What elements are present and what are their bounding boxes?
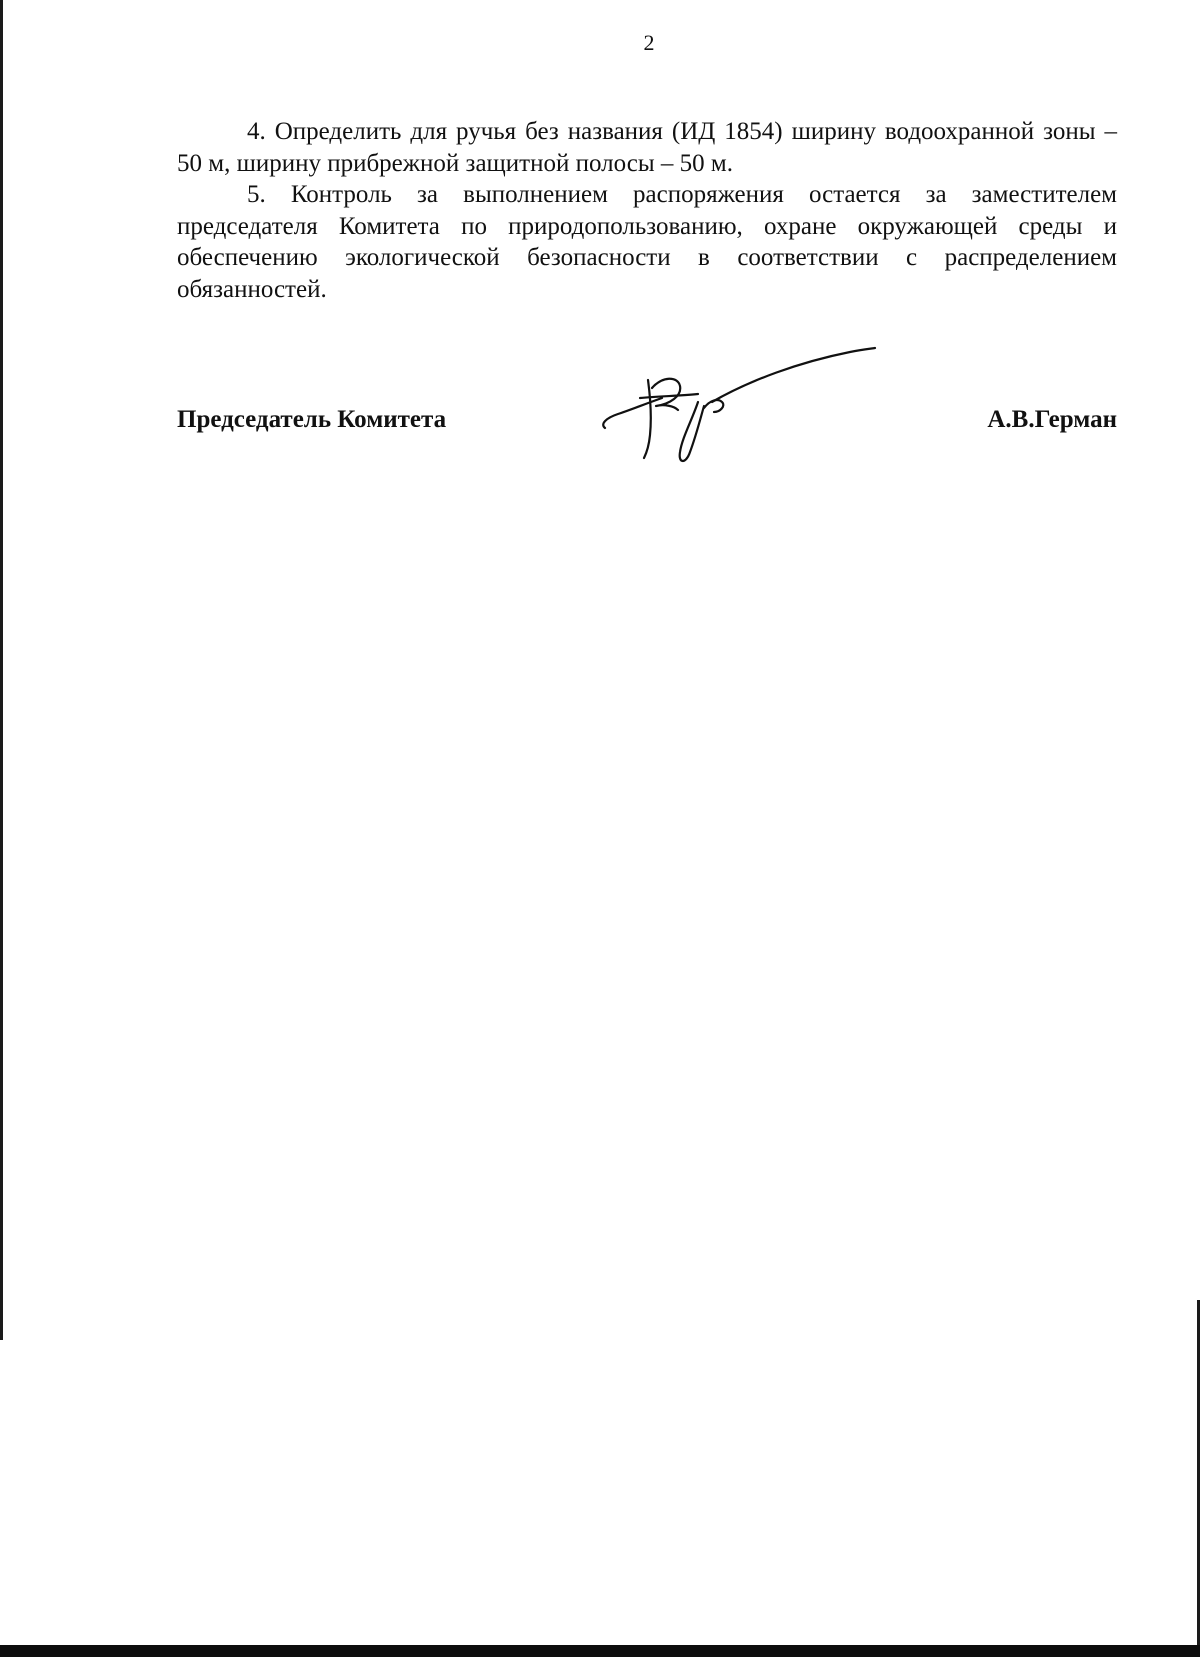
signatory-name: А.В.Герман <box>987 406 1117 433</box>
handwritten-signature <box>600 340 880 470</box>
document-body <box>177 116 1117 305</box>
scan-left-edge <box>0 0 3 1340</box>
paragraph-item-4: 4. Определить для ручья без названия (ИД 1854) ширину водоохранной зоны – 50 м, ширину прибрежной защитной полосы – 50 м. <box>177 118 1117 177</box>
page-number: 2 <box>643 30 655 55</box>
scan-bottom-edge <box>0 1645 1200 1657</box>
signatory-title: Председатель Комитета <box>177 406 447 433</box>
paragraph-item-5: 5. Контроль за выполнением распоряжения остается за заместителем председателя Комитета по природопользованию, охране окружающей среды и обеспечению экологической безопасности в соответствии с распределением обязанностей. <box>177 181 1117 303</box>
